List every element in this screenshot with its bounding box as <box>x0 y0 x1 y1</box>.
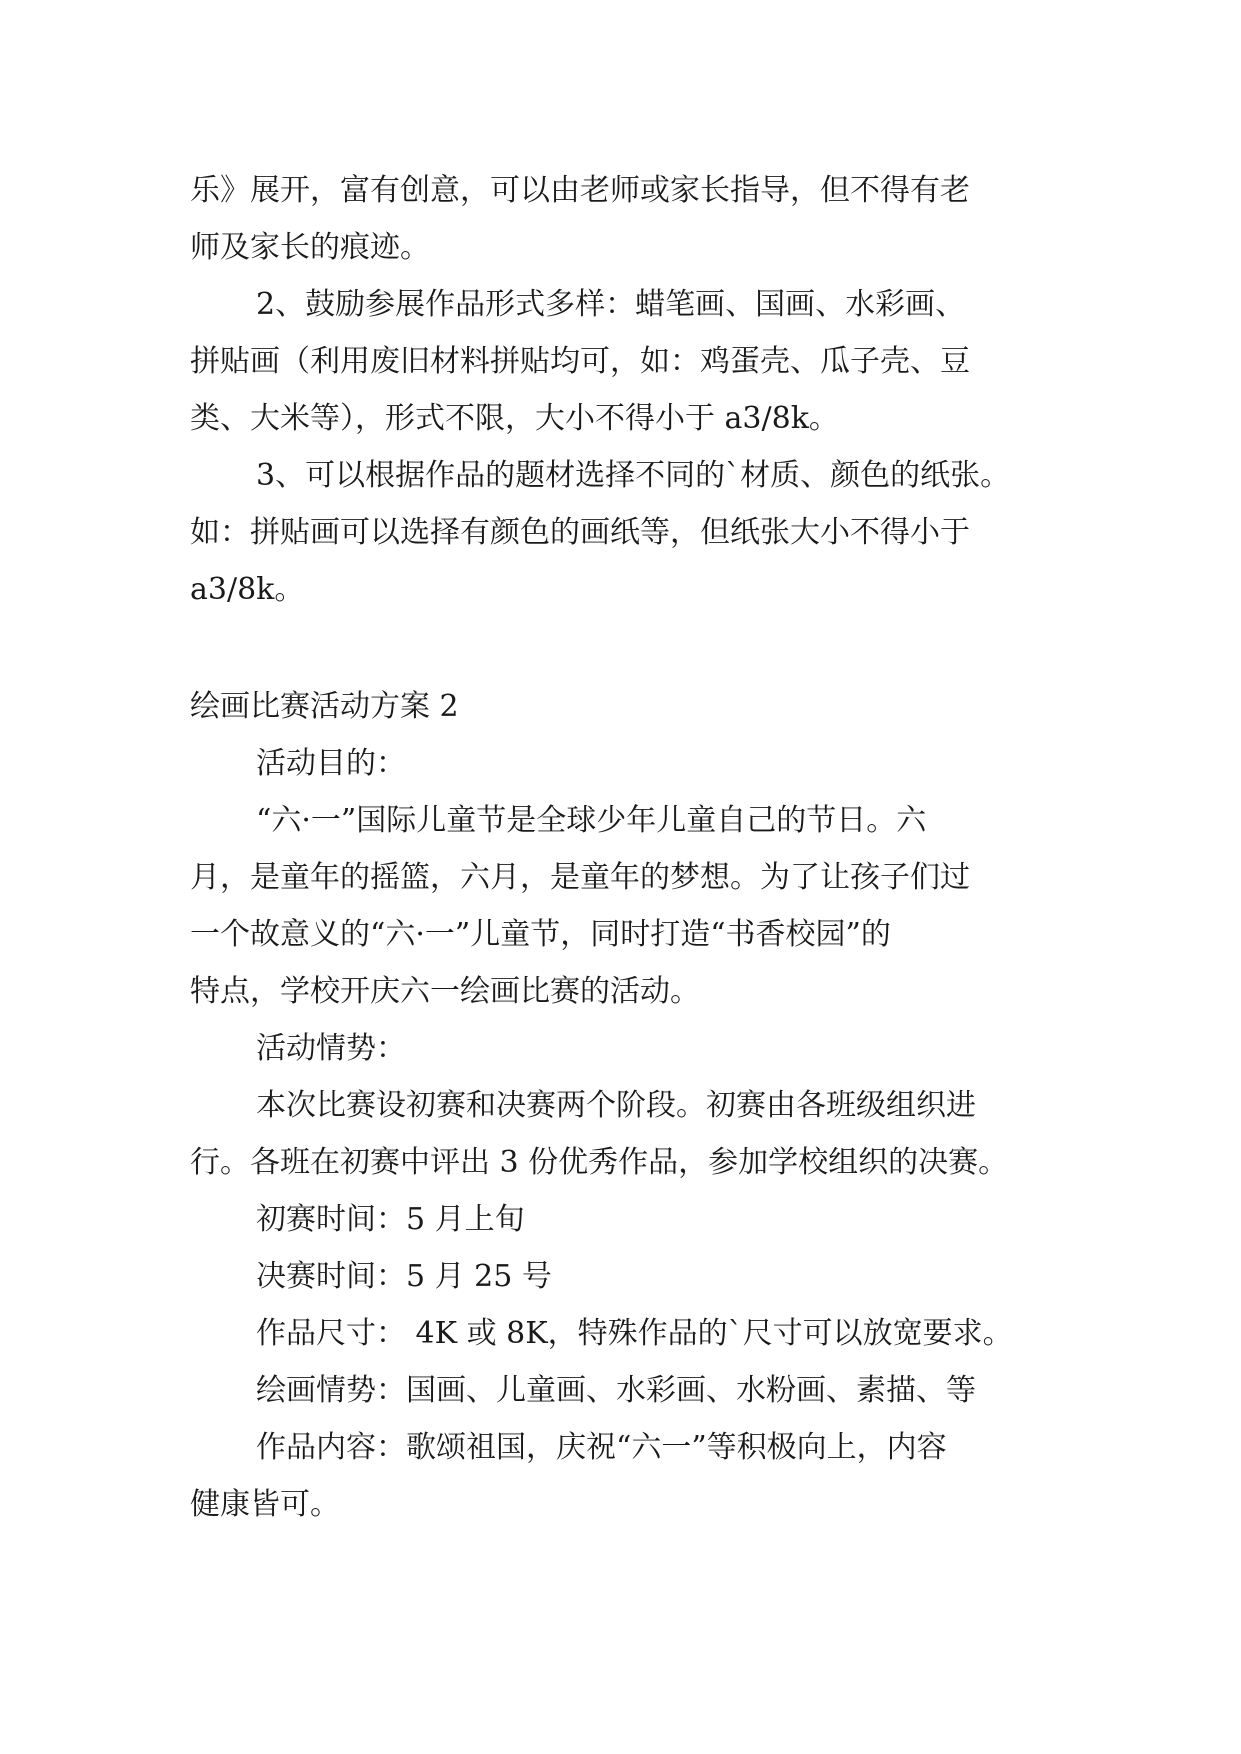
paragraph-line: 类、大米等），形式不限，大小不得小于 a3/8k。 <box>190 401 839 436</box>
paragraph-line: 决赛时间：5 月 25 号 <box>256 1259 552 1294</box>
paragraph-line: 作品尺寸： 4K 或 8K，特殊作品的`尺寸可以放宽要求。 <box>256 1316 1013 1351</box>
paragraph-line: 师及家长的痕迹。 <box>190 230 430 265</box>
subheading: 活动目的： <box>256 746 406 781</box>
paragraph-line: 特点，学校开庆六一绘画比赛的活动。 <box>190 974 700 1009</box>
paragraph-line: 2、鼓励参展作品形式多样：蜡笔画、国画、水彩画、 <box>256 287 966 322</box>
paragraph-line: 一个故意义的“六·一”儿童节，同时打造“书香校园”的 <box>190 917 891 952</box>
section-spacer <box>190 618 1050 678</box>
paragraph-line: a3/8k。 <box>190 572 305 607</box>
paragraph-line: 月，是童年的摇篮，六月，是童年的梦想。为了让孩子们过 <box>190 860 970 895</box>
section-title: 绘画比赛活动方案 2 <box>190 689 459 724</box>
paragraph-line: 本次比赛设初赛和决赛两个阶段。初赛由各班级组织进 <box>256 1088 976 1123</box>
subheading: 活动情势： <box>256 1031 406 1066</box>
paragraph-line: 拼贴画（利用废旧材料拼贴均可，如：鸡蛋壳、瓜子壳、豆 <box>190 344 970 379</box>
paragraph-line: 绘画情势：国画、儿童画、水彩画、水粉画、素描、等 <box>256 1373 976 1408</box>
paragraph-line: 行。各班在初赛中评出 3 份优秀作品，参加学校组织的决赛。 <box>190 1145 1009 1180</box>
paragraph-line: 健康皆可。 <box>190 1487 340 1522</box>
paragraph-line: 作品内容：歌颂祖国，庆祝“六一”等积极向上，内容 <box>256 1430 947 1465</box>
paragraph-line: 如：拼贴画可以选择有颜色的画纸等，但纸张大小不得小于 <box>190 515 970 550</box>
paragraph-line: 乐》展开，富有创意，可以由老师或家长指导，但不得有老 <box>190 173 970 208</box>
paragraph-line: 3、可以根据作品的题材选择不同的`材质、颜色的纸张。 <box>256 458 1011 493</box>
paragraph-line: “六·一”国际儿童节是全球少年儿童自己的节日。六 <box>256 803 927 838</box>
paragraph-line: 初赛时间：5 月上旬 <box>256 1202 525 1237</box>
document-body <box>190 162 1050 1533</box>
